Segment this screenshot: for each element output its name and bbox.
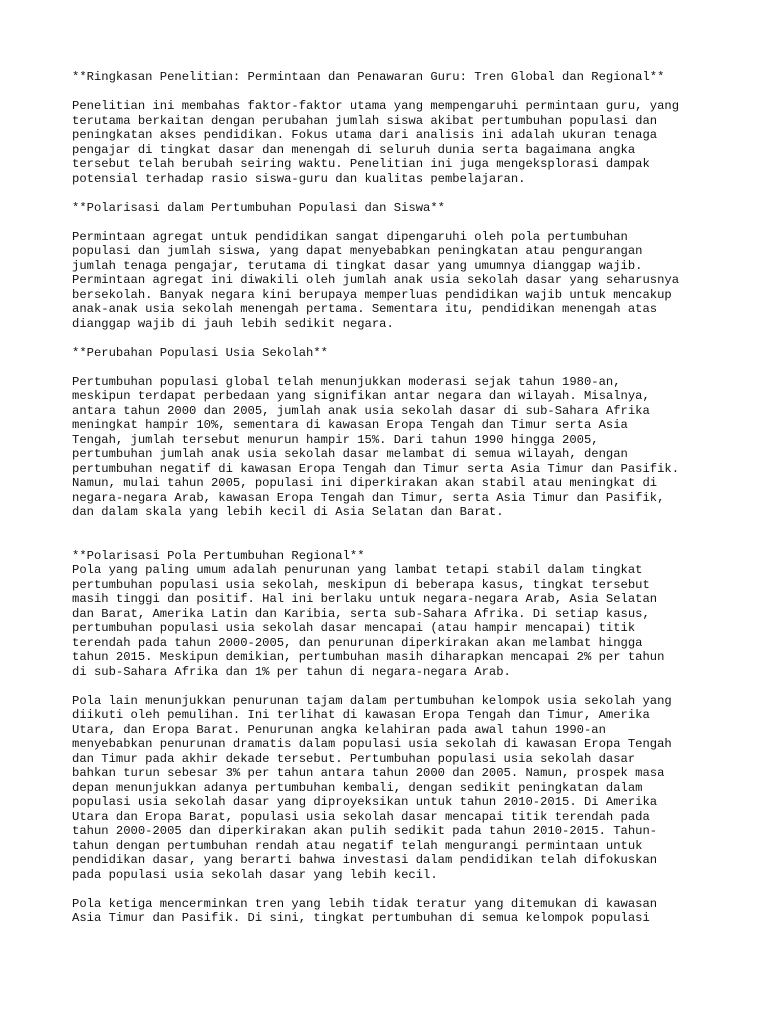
paragraph-gap bbox=[72, 331, 712, 346]
text-line: **Polarisasi Pola Pertumbuhan Regional** bbox=[72, 548, 365, 563]
text-line: Pola yang paling umum adalah penurunan yang lambat tetapi stabil dalam tingkat bbox=[72, 563, 643, 577]
paragraph bbox=[72, 70, 712, 85]
text-line: **Ringkasan Penelitian: Permintaan dan Penawaran Guru: Tren Global dan Regional** bbox=[72, 70, 665, 84]
text-line: tahun 2015. Meskipun demikian, pertumbuhan masih diharapkan mencapai 2% per tahun bbox=[72, 650, 665, 664]
text-line: pengajar di tingkat dasar dan menengah di seluruh dunia serta bagaimana angka bbox=[72, 142, 636, 157]
text-line: pertumbuhan jumlah anak usia sekolah dasar melambat di semua wilayah, dengan bbox=[72, 447, 628, 461]
text-line: dan dalam skala yang lebih kecil di Asia Selatan dan Barat. bbox=[72, 505, 504, 519]
paragraph bbox=[72, 897, 712, 926]
text-line: menyebabkan penurunan dramatis dalam populasi usia sekolah di kawasan Eropa Tengah bbox=[72, 737, 672, 751]
paragraph-gap bbox=[72, 520, 712, 549]
text-line: antara tahun 2000 dan 2005, jumlah anak usia sekolah dasar di sub-Sahara Afrika bbox=[72, 403, 650, 418]
paragraph-gap bbox=[72, 215, 712, 230]
paragraph-gap bbox=[72, 186, 712, 201]
text-line: terutama berkaitan dengan perubahan jumlah siswa akibat pertumbuhan populasi dan bbox=[72, 113, 658, 128]
text-line: terendah pada tahun 2000-2005, dan penurunan diperkirakan akan melambat hingga bbox=[72, 635, 643, 650]
text-line: populasi dan jumlah siswa, yang dapat menyebabkan peningkatan atau pengurangan bbox=[72, 244, 643, 258]
paragraph bbox=[72, 99, 712, 186]
text-line: Tengah, jumlah tersebut menurun hampir 15%. Dari tahun 1990 hingga 2005, bbox=[72, 432, 599, 447]
paragraph-gap bbox=[72, 85, 712, 100]
paragraph bbox=[72, 230, 712, 332]
text-line: Pola ketiga mencerminkan tren yang lebih tidak teratur yang ditemukan di kawasan bbox=[72, 896, 658, 911]
text-line: jumlah tenaga pengajar, terutama di tingkat dasar yang umumnya dianggap wajib. bbox=[72, 258, 643, 273]
text-line: populasi usia sekolah dasar yang diproyeksikan untuk tahun 2010-2015. Di Amerika bbox=[72, 795, 658, 809]
paragraph-gap bbox=[72, 882, 712, 897]
paragraph-gap bbox=[72, 360, 712, 375]
text-line: bersekolah. Banyak negara kini berupaya memperluas pendidikan wajib untuk mencakup bbox=[72, 287, 672, 302]
text-line: masih tinggi dan positif. Hal ini berlaku untuk negara-negara Arab, Asia Selatan bbox=[72, 592, 658, 606]
text-line: Utara dan Eropa Barat, populasi usia sekolah dasar mencapai titik terendah pada bbox=[72, 809, 650, 824]
text-line: depan menunjukkan adanya pertumbuhan kembali, dengan sedikit peningkatan dalam bbox=[72, 780, 643, 795]
text-line: Permintaan agregat ini diwakili oleh jumlah anak usia sekolah dasar yang seharusnya bbox=[72, 273, 680, 287]
text-line: pendidikan dasar, yang berarti bahwa investasi dalam pendidikan telah difokuskan bbox=[72, 853, 658, 867]
paragraph bbox=[72, 694, 712, 883]
text-line: dianggap wajib di jauh lebih sedikit negara. bbox=[72, 316, 394, 331]
paragraph bbox=[72, 201, 712, 216]
text-line: di sub-Sahara Afrika dan 1% per tahun di negara-negara Arab. bbox=[72, 664, 511, 679]
text-line: diikuti oleh pemulihan. Ini terlihat di kawasan Eropa Tengah dan Timur, Amerika bbox=[72, 708, 650, 722]
paragraph bbox=[72, 549, 712, 680]
paragraph-gap bbox=[72, 679, 712, 694]
text-line: tersebut telah berubah seiring waktu. Penelitian ini juga mengeksplorasi dampak bbox=[72, 157, 650, 171]
text-line: Pertumbuhan populasi global telah menunjukkan moderasi sejak tahun 1980-an, bbox=[72, 374, 621, 389]
text-line: meskipun terdapat perbedaan yang signifikan antar negara dan wilayah. Misalnya, bbox=[72, 389, 650, 403]
text-line: peningkatan akses pendidikan. Fokus utama dari analisis ini adalah ukuran tenaga bbox=[72, 128, 658, 142]
text-line: bahkan turun sebesar 3% per tahun antara tahun 2000 dan 2005. Namun, prospek masa bbox=[72, 766, 665, 780]
text-line: Penelitian ini membahas faktor-faktor utama yang mempengaruhi permintaan guru, yang bbox=[72, 99, 680, 113]
paragraph bbox=[72, 346, 712, 361]
text-line: dan Barat, Amerika Latin dan Karibia, serta sub-Sahara Afrika. Di setiap kasus, bbox=[72, 606, 650, 621]
text-line: Pola lain menunjukkan penurunan tajam dalam pertumbuhan kelompok usia sekolah yang bbox=[72, 693, 672, 708]
text-line: Namun, mulai tahun 2005, populasi ini diperkirakan akan stabil atau meningkat di bbox=[72, 476, 658, 490]
document-body bbox=[72, 70, 712, 926]
text-line: tahun dengan pertumbuhan rendah atau negatif telah mengurangi permintaan untuk bbox=[72, 838, 643, 853]
text-line: **Perubahan Populasi Usia Sekolah** bbox=[72, 345, 328, 360]
text-line: dan Timur pada akhir dekade tersebut. Pertumbuhan populasi usia sekolah dasar bbox=[72, 751, 636, 766]
text-line: Permintaan agregat untuk pendidikan sangat dipengaruhi oleh pola pertumbuhan bbox=[72, 229, 628, 244]
text-line: negara-negara Arab, kawasan Eropa Tengah dan Timur, serta Asia Timur dan Pasifik, bbox=[72, 490, 665, 505]
paragraph bbox=[72, 375, 712, 520]
text-line: meningkat hampir 10%, sementara di kawasan Eropa Tengah dan Timur serta Asia bbox=[72, 418, 628, 432]
text-line: pertumbuhan populasi usia sekolah dasar mencapai (atau hampir mencapai) titik bbox=[72, 621, 636, 635]
text-line: potensial terhadap rasio siswa-guru dan kualitas pembelajaran. bbox=[72, 171, 526, 186]
text-line: pada populasi usia sekolah dasar yang lebih kecil. bbox=[72, 867, 438, 882]
text-line: **Polarisasi dalam Pertumbuhan Populasi dan Siswa** bbox=[72, 200, 445, 215]
text-line: Utara, dan Eropa Barat. Penurunan angka kelahiran pada awal tahun 1990-an bbox=[72, 722, 606, 737]
text-line: pertumbuhan populasi usia sekolah, meskipun di beberapa kasus, tingkat tersebut bbox=[72, 577, 650, 592]
text-line: pertumbuhan negatif di kawasan Eropa Tengah dan Timur serta Asia Timur dan Pasifik. bbox=[72, 461, 680, 476]
text-line: Asia Timur dan Pasifik. Di sini, tingkat pertumbuhan di semua kelompok populasi bbox=[72, 911, 650, 925]
text-line: anak-anak usia sekolah menengah pertama. Sementara itu, pendidikan menengah atas bbox=[72, 302, 658, 316]
text-line: tahun 2000-2005 dan diperkirakan akan pulih sedikit pada tahun 2010-2015. Tahun- bbox=[72, 824, 658, 838]
